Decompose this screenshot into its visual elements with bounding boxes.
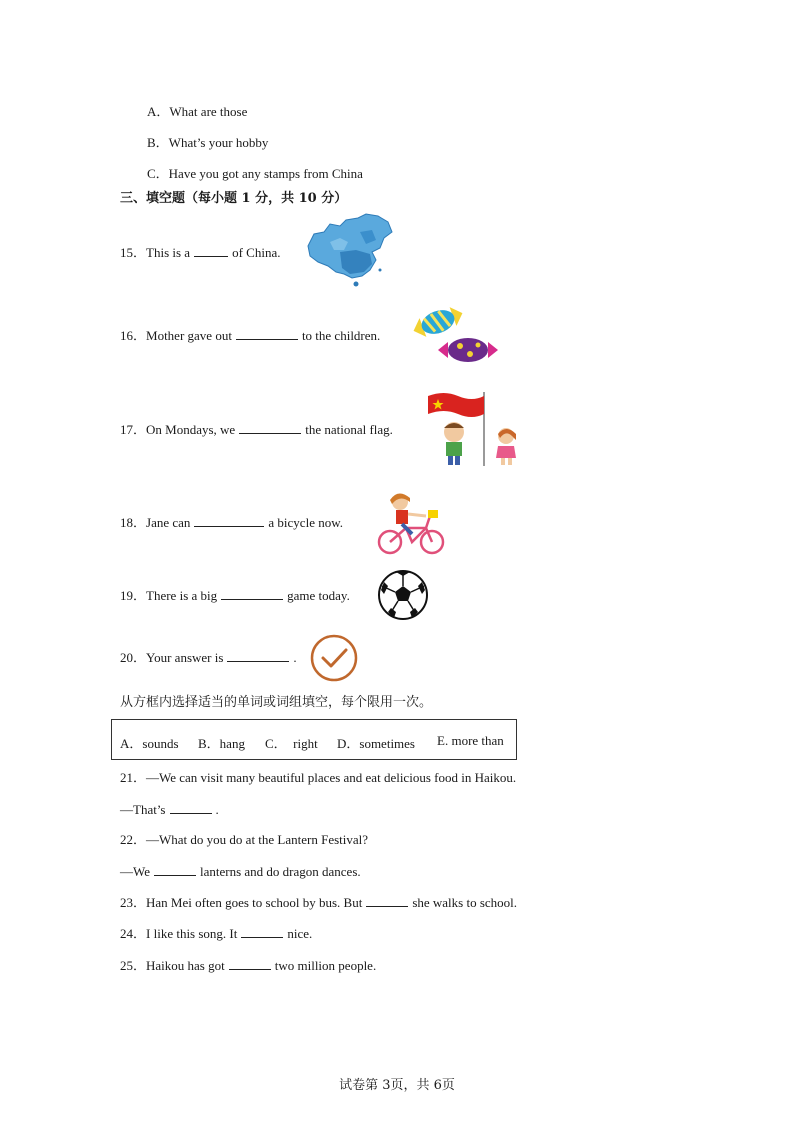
- question-25: 25．Haikou has got two million people.: [120, 958, 377, 973]
- china-map-icon: [300, 212, 396, 288]
- question-21: 21．—We can visit many beautiful places and eat delicious food in Haikou.: [120, 770, 517, 785]
- question-22: 22．—What do you do at the Lantern Festival?: [120, 832, 369, 847]
- question-16: 16．Mother gave out to the children.: [120, 328, 381, 343]
- candy-icon: [408, 302, 500, 366]
- football-icon: [376, 568, 430, 622]
- answer-blank[interactable]: [236, 327, 298, 340]
- answer-blank[interactable]: [227, 649, 289, 662]
- answer-blank[interactable]: [194, 244, 228, 257]
- flag-raising-icon: [424, 388, 524, 468]
- question-24: 24．I like this song. It nice.: [120, 926, 313, 941]
- word-option-d: D．sometimes: [337, 736, 415, 751]
- checkmark-icon: [309, 633, 359, 683]
- question-23: 23．Han Mei often goes to school by bus. But she walks to school.: [120, 895, 518, 910]
- word-option-b: B．hang: [198, 736, 245, 751]
- answer-blank[interactable]: [170, 801, 212, 814]
- answer-blank[interactable]: [221, 587, 283, 600]
- answer-blank[interactable]: [194, 514, 264, 527]
- instruction-text: 从方框内选择适当的单词或词组填空，每个限用一次。: [120, 695, 433, 710]
- answer-blank[interactable]: [154, 863, 196, 876]
- page-footer: 试卷第 3页，共 6页: [339, 1078, 455, 1093]
- answer-blank[interactable]: [241, 925, 283, 938]
- question-21-reply: —That’s .: [120, 802, 219, 817]
- option-c: C．Have you got any stamps from China: [147, 166, 363, 181]
- word-box: [111, 719, 517, 760]
- option-b: B．What’s your hobby: [147, 135, 269, 150]
- section-title: 三、填空题（每小题 1 分，共 10 分）: [120, 191, 348, 206]
- question-19: 19．There is a big game today.: [120, 588, 350, 603]
- answer-blank[interactable]: [229, 957, 271, 970]
- question-15: 15．This is a of China.: [120, 245, 281, 260]
- word-option-a: A．sounds: [120, 736, 179, 751]
- word-option-c: C． right: [265, 736, 318, 751]
- question-17: 17．On Mondays, we the national flag.: [120, 422, 393, 437]
- answer-blank[interactable]: [366, 894, 408, 907]
- answer-blank[interactable]: [239, 421, 301, 434]
- question-22-reply: —We lanterns and do dragon dances.: [120, 864, 361, 879]
- girl-riding-bicycle-icon: [376, 488, 446, 558]
- question-18: 18．Jane can a bicycle now.: [120, 515, 344, 530]
- word-option-e: E. more than: [437, 733, 504, 748]
- option-a: A．What are those: [147, 104, 248, 119]
- question-20: 20．Your answer is .: [120, 650, 297, 665]
